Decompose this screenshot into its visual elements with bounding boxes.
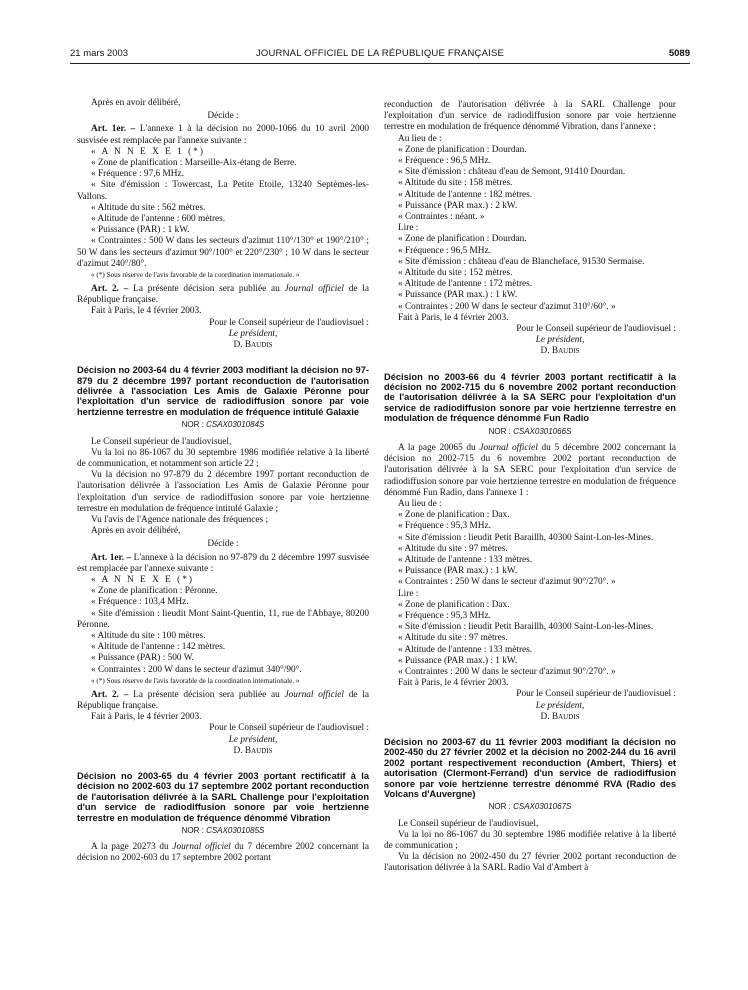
annex-line: « Altitude du site : 100 mètres.: [91, 630, 206, 641]
page-header: [70, 48, 690, 62]
left-column: [77, 98, 369, 865]
signed-date: Fait à Paris, le 4 février 2003.: [398, 678, 509, 689]
annex-line: « Altitude du site : 97 mètres.: [398, 543, 508, 554]
annex-line: « Puissance (PAR) : 1 kW.: [91, 225, 190, 236]
signature-title-text: Le président,: [228, 328, 278, 339]
signature-name: D. Baudis: [233, 745, 273, 756]
signature-title-text: Le président,: [535, 700, 585, 711]
article: [77, 124, 369, 146]
annex-line: « Altitude de l'antenne : 133 mètres.: [398, 644, 533, 655]
paragraph: Vu la décision no 2002-450 du 27 février 2002 portant reconduction de l'autorisation délivrée à la SARL Radio Val d'Ambert à: [384, 852, 676, 874]
signature-name: D. Baudis: [540, 711, 580, 722]
journal-ref: Journal officiel: [284, 689, 345, 700]
annex-line: « Zone de planification : Dax.: [398, 510, 510, 521]
annex-line: « Contraintes : 500 W dans les secteurs d'azimut 110°/130° et 190°/210° ; 50 W dans les secteurs d'azimut 90°/100° et 220°/230° ; 10 W dans le secteur d'azimut 240°/80°.: [77, 236, 369, 269]
signature-title: [444, 335, 676, 346]
article-text: de la République française.: [77, 689, 370, 711]
annex-line: « Site d'émission : château d'eau de Semont, 91410 Dourdan.: [398, 167, 626, 178]
annex-line: « Fréquence : 103,4 MHz.: [91, 597, 189, 608]
signature-title-text: Le président,: [535, 335, 585, 346]
paragraph: Après en avoir délibéré,: [91, 98, 181, 108]
signature-authority: Pour le Conseil supérieur de l'audiovisuel :: [516, 689, 676, 700]
journal-ref: Journal officiel: [479, 442, 538, 453]
paragraph: Le Conseil supérieur de l'audiovisuel,: [91, 436, 232, 447]
annex-line: « Puissance (PAR max.) : 1 kW.: [398, 566, 518, 577]
paragraph: Vu la loi no 86-1067 du 30 septembre 1986 modifiée relative à la liberté de communication, et notamment son article 22 ;: [77, 447, 369, 469]
annex-line: « Zone de planification : Dourdan.: [398, 144, 527, 155]
signature-title: [444, 701, 676, 712]
paragraph-text: du 5 décembre 2002 concernant la décision no 2002-715 du 6 novembre 2002 portant reconduction de l'autorisation délivrée à la SA SERC pour l'exploitation d'un service de radiodiffusion sonore par voie hertzienne terrestre en modulation de fréquence dénommé Fun Radio, dans l'annexe 1 :: [384, 442, 677, 498]
subheading: Lire :: [398, 223, 419, 234]
annex-line: « Contraintes : 200 W dans le secteur d'azimut 340°/90°.: [91, 664, 302, 675]
article: [77, 284, 369, 306]
annex-line: « Fréquence : 96,5 MHz.: [398, 245, 491, 256]
paragraph: Vu la loi no 86-1067 du 30 septembre 1986 modifiée relative à la liberté de communication ;: [384, 829, 676, 852]
header-rule: [70, 63, 690, 64]
annex-line: « Altitude du site : 152 mètres.: [398, 268, 513, 279]
signature-authority: Pour le Conseil supérieur de l'audiovisuel :: [516, 324, 676, 335]
decide-heading: Décide :: [207, 539, 239, 550]
paragraph: [77, 842, 369, 864]
annex-line: « Contraintes : 250 W dans le secteur d'azimut 90°/270°. »: [398, 577, 616, 588]
annex-line: « Altitude de l'antenne : 182 mètres.: [398, 189, 533, 200]
annex-line: « Fréquence : 95,3 MHz.: [398, 521, 491, 532]
article-text: de la République française.: [77, 284, 370, 306]
decision-title: Décision no 2003-66 du 4 février 2003 portant rectificatif à la décision no 2002-715 du 6 novembre 2002 portant reconduction de l'autorisation délivrée à la SA SERC pour l'exploitation d'un service de radiodiffusion sonore par voie hertzienne terrestre en modulation de fréquence dénommé Fun Radio: [384, 371, 676, 424]
annex-heading: « A N N E X E (*): [91, 574, 194, 585]
nor-label: NOR :: [488, 802, 514, 812]
annex-line: « Puissance (PAR max.) : 2 kW.: [398, 200, 518, 211]
decision-title: Décision no 2003-64 du 4 février 2003 modifiant la décision no 97-879 du 2 décembre 1997 portant reconduction de l'autorisation délivrée à l'association Les Amis de Galaxie Péronne pour l'exploitation d'un service de radiodiffusion sonore par voie hertzienne terrestre en modulation de fréquence intitulé Galaxie: [77, 365, 369, 417]
paragraph: Le Conseil supérieur de l'audiovisuel,: [398, 818, 539, 829]
right-column: [384, 100, 676, 875]
annex-line: « Puissance (PAR) : 500 W.: [91, 653, 194, 664]
annex-line: « Zone de planification : Marseille-Aix-étang de Berre.: [91, 158, 297, 169]
annex-line: « Fréquence : 97,6 MHz.: [91, 169, 184, 180]
nor-code: CSAX0301066S: [513, 426, 572, 436]
annex-line: « Altitude de l'antenne : 142 mètres.: [91, 642, 226, 653]
annex-line: « Contraintes : néant. »: [398, 212, 485, 223]
annex-line: « Puissance (PAR max.) : 1 kW.: [398, 655, 518, 666]
nor-reference: [77, 419, 369, 430]
paragraph: [384, 443, 676, 499]
journal-title: JOURNAL OFFICIEL DE LA RÉPUBLIQUE FRANÇAISE: [255, 48, 505, 59]
signature-title: [137, 735, 369, 746]
nor-reference: [77, 825, 369, 836]
annex-line: « Altitude du site : 158 mètres.: [398, 178, 513, 189]
annex-line: « Contraintes : 200 W dans le secteur d'azimut 90°/270°. »: [398, 666, 616, 677]
annex-note: « (*) Sous réserve de l'avis favorable de la coordination internationale. »: [91, 676, 300, 685]
paragraph-text: du 7 décembre 2002 concernant la décision no 2002-603 du 17 septembre 2002 portant: [77, 842, 370, 864]
signature-authority: Pour le Conseil supérieur de l'audiovisuel :: [209, 723, 369, 734]
nor-code: CSAX0301067S: [513, 802, 572, 812]
annex-line: « Altitude de l'antenne : 172 mètres.: [398, 279, 533, 290]
annex-line: « Altitude du site : 562 mètres.: [91, 202, 206, 213]
paragraph-text: A la page 20065 du: [398, 442, 480, 453]
signed-date: Fait à Paris, le 4 février 2003.: [91, 712, 202, 723]
nor-reference: [384, 801, 676, 812]
annex-line: « Puissance (PAR max.) : 1 kW.: [398, 290, 518, 301]
signature-title: [137, 329, 369, 340]
article-text: L'annexe à la décision no 97-879 du 2 décembre 1997 susvisée est remplacée par l'annexe suivante :: [77, 552, 370, 574]
article: [77, 553, 369, 575]
annex-line: « Site d'émission : lieudit Petit Baraillh, 40300 Saint-Lon-les-Mines.: [398, 622, 654, 633]
article-label: Art. 1er. –: [91, 124, 136, 135]
signature-name: D. Baudis: [233, 340, 273, 351]
annex-line: « Zone de planification : Péronne.: [91, 586, 218, 597]
signature-authority: Pour le Conseil supérieur de l'audiovisuel :: [209, 317, 369, 328]
article-label: Art. 2. –: [91, 689, 129, 700]
paragraph: Après en avoir délibéré,: [91, 526, 181, 537]
paragraph: reconduction de l'autorisation délivrée à la SARL Challenge pour l'exploitation d'un service de radiodiffusion sonore par voie hertzienne terrestre en modulation de fréquence dénommé Vibration, dans l'annexe :: [384, 100, 676, 133]
nor-code: CSAX0301084S: [206, 420, 265, 430]
signed-date: Fait à Paris, le 4 février 2003.: [398, 312, 509, 323]
journal-ref: Journal officiel: [284, 284, 345, 295]
article-label: Art. 2. –: [91, 284, 129, 295]
annex-line: « Altitude du site : 97 mètres.: [398, 633, 508, 644]
paragraph: Vu la décision no 97-879 du 2 décembre 1997 portant reconduction de l'autorisation délivrée à l'association Les Amis de Galaxie Péronne pour l'exploitation d'un service de radiodiffusion sonore par voie hertzienne terrestre en modulation de fréquence intitulé Galaxie ;: [77, 470, 369, 514]
nor-reference: [384, 426, 676, 437]
annex-heading: « A N N E X E 1 (*): [91, 146, 205, 157]
nor-label: NOR :: [181, 826, 207, 836]
article-text: La présente décision sera publiée au: [133, 284, 285, 295]
nor-label: NOR :: [488, 426, 514, 436]
annex-note: « (*) Sous réserve de l'avis favorable de la coordination internationale. »: [91, 271, 300, 280]
decision-title: Décision no 2003-65 du 4 février 2003 portant rectificatif à la décision no 2002-603 du 17 septembre 2002 portant reconduction de l'autorisation délivrée à la SARL Challenge pour l'exploitation d'un service de radiodiffusion sonore par voie hertzienne terrestre en modulation de fréquence dénommé Vibration: [77, 770, 369, 823]
decide-heading: Décide :: [207, 111, 239, 122]
subheading: Au lieu de :: [398, 498, 442, 509]
article: [77, 690, 369, 712]
subheading: Lire :: [398, 588, 419, 599]
article-text: La présente décision sera publiée au: [133, 689, 285, 700]
issue-date: 21 mars 2003: [70, 48, 129, 59]
annex-line: « Site d'émission : lieudit Petit Baraillh, 40300 Saint-Lon-les-Mines.: [398, 532, 654, 543]
signature-title-text: Le président,: [228, 734, 278, 745]
paragraph-text: A la page 20273 du: [91, 842, 173, 853]
annex-line: « Altitude de l'antenne : 133 mètres.: [398, 554, 533, 565]
nor-label: NOR :: [181, 420, 207, 430]
annex-line: « Site d'émission : Towercast, La Petite Etoile, 13240 Septèmes-les-Vallons.: [77, 180, 369, 202]
annex-line: « Fréquence : 96,5 MHz.: [398, 156, 491, 167]
signature-name: D. Baudis: [540, 346, 580, 357]
journal-ref: Journal officiel: [172, 842, 231, 853]
annex-line: « Altitude de l'antenne : 600 mètres.: [91, 214, 226, 225]
annex-line: « Contraintes : 200 W dans le secteur d'azimut 310°/60°. »: [398, 301, 616, 312]
article-label: Art. 1er. –: [91, 552, 132, 563]
article-text: L'annexe 1 à la décision no 2000-1066 du 10 avril 2000 susvisée est remplacée par l'annexe suivante :: [77, 124, 369, 146]
decision-title: Décision no 2003-67 du 11 février 2003 modifiant la décision no 2002-450 du 27 février 2002 et la décision no 2002-244 du 16 avril 2002 portant respectivement reconduction (Ambert, Thiers) et autorisation (Clermont-Ferrand) d'un service de radiodiffusion sonore par voie hertzienne terrestre dénommé RVA (Radio des Volcans d'Auvergne): [384, 736, 676, 800]
annex-line: « Site d'émission : château d'eau de Blancheface, 91530 Sermaise.: [398, 256, 645, 267]
annex-line: « Zone de planification : Dourdan.: [398, 234, 527, 245]
page-number: 5089: [668, 48, 690, 59]
paragraph: Vu l'avis de l'Agence nationale des fréquences ;: [91, 514, 269, 525]
subheading: Au lieu de :: [398, 133, 442, 144]
nor-code: CSAX0301085S: [206, 826, 265, 836]
annex-line: « Zone de planification : Dax.: [398, 599, 510, 610]
annex-line: « Site d'émission : lieudit Mont Saint-Quentin, 11, rue de l'Abbaye, 80200 Péronne.: [77, 608, 369, 630]
annex-line: « Fréquence : 95,3 MHz.: [398, 610, 491, 621]
signed-date: Fait à Paris, le 4 février 2003.: [91, 306, 202, 317]
